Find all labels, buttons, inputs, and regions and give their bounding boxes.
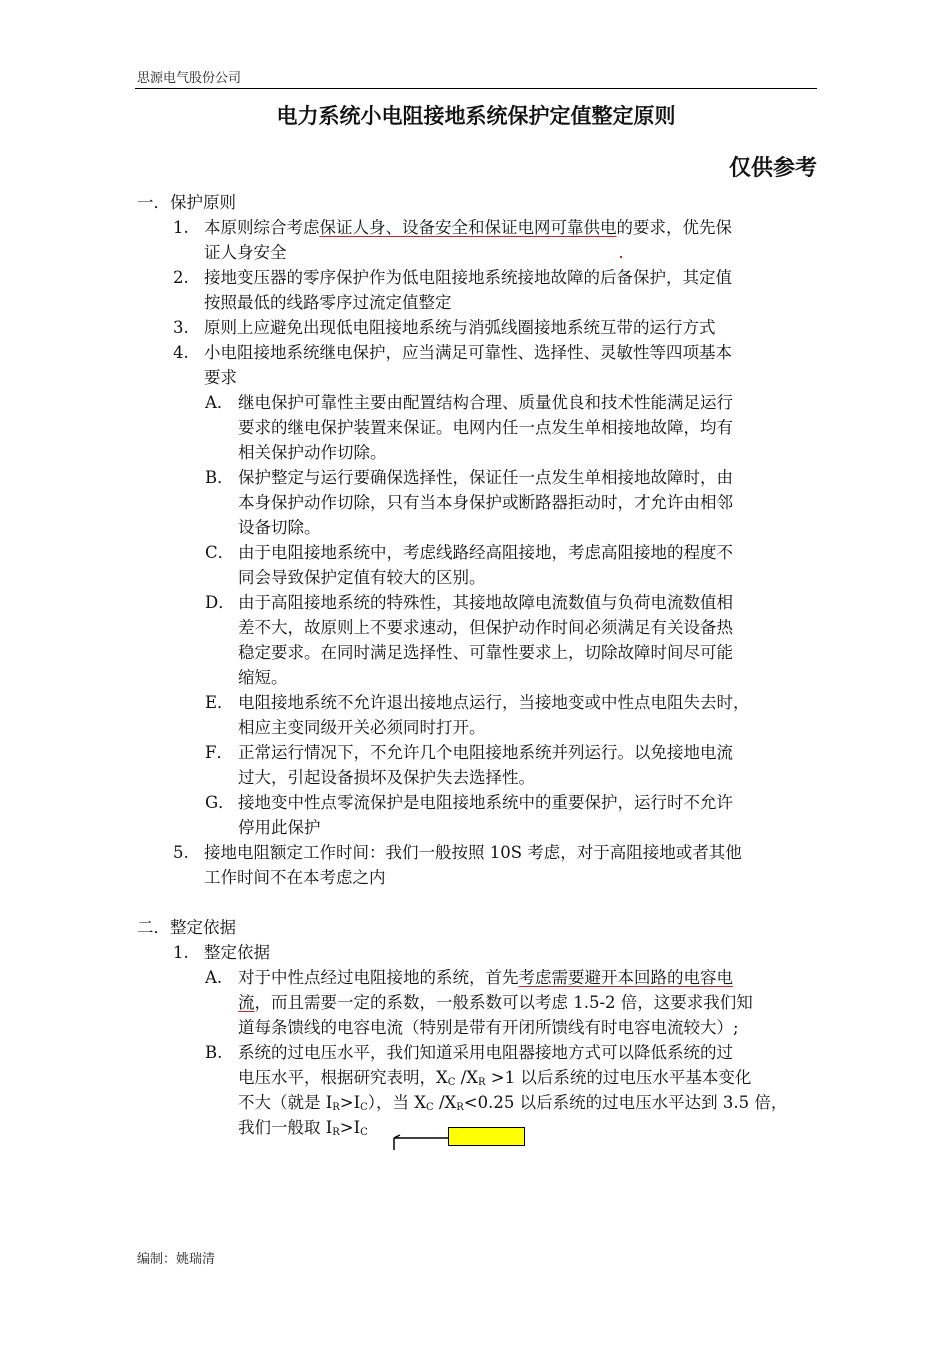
section2a-underlined-text-cont: 流 <box>238 993 255 1012</box>
s2b-l2-a: 电压水平，根据研究表明，X <box>238 1068 448 1087</box>
item4d-line4: 缩短。 <box>238 668 288 687</box>
document-title: 电力系统小电阻接地系统保护定值整定原则 <box>276 104 676 128</box>
item4a-line1: 继电保护可靠性主要由配置结构合理、质量优良和技术性能满足运行 <box>238 393 733 412</box>
s2b-l4-c: >I <box>339 1118 361 1137</box>
item4a-line3: 相关保护动作切除。 <box>238 443 387 462</box>
red-dot-mark <box>620 256 622 258</box>
item4e-line2: 相应主变同级开关必须同时打开。 <box>238 718 486 737</box>
s2b-l3-e: ），当 X <box>367 1093 427 1112</box>
item4e-letter: E． <box>205 693 234 712</box>
s2b-l4-sub-c: C <box>360 1127 368 1138</box>
header-company: 思源电气股份公司 <box>137 71 242 86</box>
item4a-letter: A． <box>205 393 234 412</box>
s2b-l2-c: /X <box>455 1068 478 1087</box>
item3-line1: 原则上应避免出现低电阻接地系统与消弧线圈接地系统互带的运行方式 <box>204 318 716 337</box>
footer-author: 编制：姚瑞清 <box>137 1252 216 1267</box>
section2a-line1-a: 对于中性点经过电阻接地的系统，首先 <box>238 968 519 987</box>
item4c-line2: 同会导致保护定值有较大的区别。 <box>238 568 486 587</box>
item1-line1-c: 的要求，优先保 <box>616 218 732 237</box>
item4a-line2: 要求的继电保护装置来保证。电网内任一点发生单相接地故障，均有 <box>238 418 733 437</box>
callout-line-icon <box>390 1130 450 1154</box>
item4f-letter: F． <box>205 743 233 762</box>
s2b-l2-sub-r: R <box>477 1077 486 1088</box>
s2b-l2-e: >1 以后系统的过电压水平基本变化 <box>485 1068 752 1087</box>
item1-underlined-text: 保证人身、设备安全和保证电网可靠供电 <box>319 218 617 237</box>
item3-number: 3. <box>173 318 189 337</box>
item5-line1: 接地电阻额定工作时间：我们一般按照 10S 考虑，对于高阻接地或者其他 <box>204 843 742 862</box>
s2b-l3-a: 不大（就是 I <box>238 1093 333 1112</box>
item2-line2: 按照最低的线路零序过流定值整定 <box>204 293 452 312</box>
s2b-l3-c: >I <box>339 1093 361 1112</box>
item5-line2: 工作时间不在本考虑之内 <box>204 868 386 887</box>
section2a-line3: 道每条馈线的电容电流（特别是带有开闭所馈线有时电容电流较大）; <box>238 1018 739 1037</box>
section2b-line4 <box>238 1115 368 1145</box>
item4f-line1: 正常运行情况下，不允许几个电阻接地系统并列运行。以免接地电流 <box>238 743 733 762</box>
s2b-l3-g: /X <box>433 1093 457 1112</box>
s2b-l3-sub-c: C <box>360 1102 368 1113</box>
section2-item1-number: 1. <box>173 943 189 962</box>
section2a-underlined-text: 考虑需要避开本回路的电容电 <box>518 968 733 987</box>
s2b-l3-i: <0.25 以后系统的过电压水平达到 3.5 倍， <box>463 1093 788 1112</box>
item4d-line2: 差不大，故原则上不要求速动，但保护动作时间必须满足有关设备热 <box>238 618 733 637</box>
item2-number: 2. <box>173 268 189 287</box>
item1-number: 1. <box>173 218 189 237</box>
item1-line1-a: 本原则综合考虑 <box>204 218 320 237</box>
item4b-line2: 本身保护动作切除，只有当本身保护或断路器拒动时，才允许由相邻 <box>238 493 733 512</box>
s2b-l4-a: 我们一般取 I <box>238 1118 333 1137</box>
section2b-line1: 系统的过电压水平，我们知道采用电阻器接地方式可以降低系统的过 <box>238 1043 733 1062</box>
document-subtitle: 仅供参考 <box>728 156 817 181</box>
s2b-l2-sub-c: C <box>447 1077 456 1088</box>
s2b-l3-sub-r2: R <box>456 1102 464 1113</box>
s2b-l3-sub-c2: C <box>426 1102 434 1113</box>
section2-heading: 二．整定依据 <box>137 918 236 937</box>
item4c-letter: C． <box>205 543 235 562</box>
section2a-line2-b: ，而且需要一定的系数，一般系数可以考虑 1.5-2 倍，这要求我们知 <box>254 993 753 1012</box>
item4-line1: 小电阻接地系统继电保护，应当满足可靠性、选择性、灵敏性等四项基本 <box>204 343 732 362</box>
item4c-line1: 由于电阻接地系统中，考虑线路经高阻接地，考虑高阻接地的程度不 <box>238 543 733 562</box>
yellow-highlight-box <box>448 1127 525 1146</box>
item4b-letter: B． <box>205 468 234 487</box>
item4g-letter: G． <box>205 793 235 812</box>
section2a-letter: A. <box>205 968 223 987</box>
section2-item1-label: 整定依据 <box>204 943 270 962</box>
item4d-line3: 稳定要求。在同时满足选择性、可靠性要求上，切除故障时间尽可能 <box>238 643 733 662</box>
section2a-line2 <box>238 990 753 1015</box>
item1-line1 <box>204 215 732 240</box>
item4d-line1: 由于高阻接地系统的特殊性，其接地故障电流数值与负荷电流数值相 <box>238 593 733 612</box>
item1-line2: 证人身安全 <box>204 243 287 262</box>
item4d-letter: D． <box>205 593 235 612</box>
s2b-l3-sub-r: R <box>332 1102 340 1113</box>
item4e-line1: 电阻接地系统不允许退出接地点运行，当接地变或中性点电阻失去时， <box>238 693 750 712</box>
section1-heading: 一．保护原则 <box>137 193 236 212</box>
header-rule <box>135 88 817 89</box>
section2b-letter: B. <box>205 1043 223 1062</box>
item4b-line3: 设备切除。 <box>238 518 321 537</box>
section2a-line1 <box>238 965 733 990</box>
s2b-l4-sub-r: R <box>332 1127 340 1138</box>
item2-line1: 接地变压器的零序保护作为低电阻接地系统接地故障的后备保护，其定值 <box>204 268 732 287</box>
item5-number: 5. <box>173 843 189 862</box>
item4f-line2: 过大，引起设备损坏及保护失去选择性。 <box>238 768 535 787</box>
item4b-line1: 保护整定与运行要确保选择性，保证任一点发生单相接地故障时，由 <box>238 468 733 487</box>
item4g-line2: 停用此保护 <box>238 818 321 837</box>
item4-number: 4. <box>173 343 189 362</box>
item4-line2: 要求 <box>204 368 237 387</box>
item4g-line1: 接地变中性点零流保护是电阻接地系统中的重要保护，运行时不允许 <box>238 793 733 812</box>
